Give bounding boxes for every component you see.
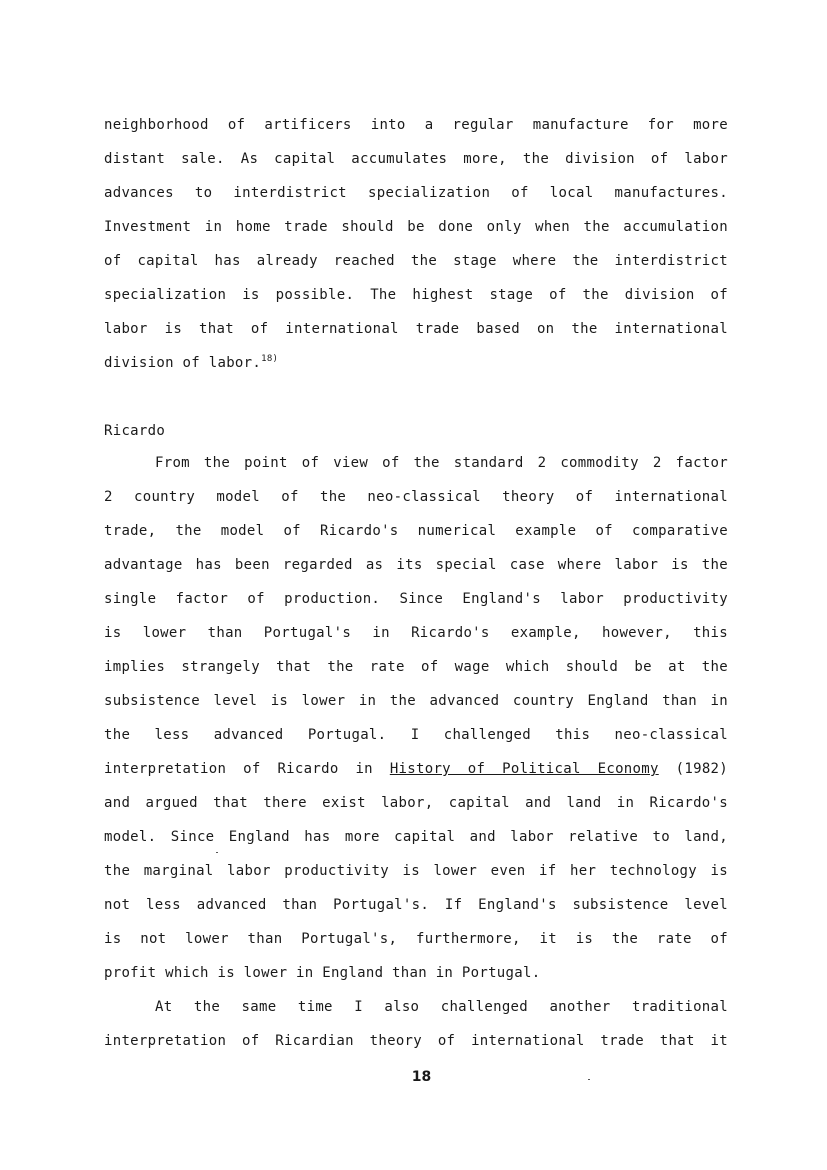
text-span: division of labor. — [104, 355, 262, 371]
page-number: 18 — [411, 1069, 432, 1085]
text-line: trade, the model of Ricardo's numerical example of comparative — [104, 523, 728, 539]
text-line: specialization is possible. The highest stage of the division of — [104, 287, 728, 303]
text-line: not less advanced than Portugal's. If England's subsistence level — [104, 897, 728, 913]
text-line: profit which is lower in England than in Portugal. — [104, 965, 541, 981]
text-line — [104, 354, 728, 372]
text-line: model. Since England has more capital and labor relative to land, — [104, 829, 728, 845]
text-line: From the point of view of the standard 2 commodity 2 factor — [155, 455, 728, 471]
text-line: 2 country model of the neo-classical theory of international — [104, 489, 728, 505]
text-line: is lower than Portugal's in Ricardo's example, however, this — [104, 625, 728, 641]
text-line: implies strangely that the rate of wage which should be at the — [104, 659, 728, 675]
text-line: single factor of production. Since England's labor productivity — [104, 591, 728, 607]
citation-line — [104, 760, 728, 778]
text-line: Investment in home trade should be done only when the accumulation — [104, 219, 728, 235]
text-line: distant sale. As capital accumulates more, the division of labor — [104, 151, 728, 167]
text-span: interpretation of Ricardo in — [104, 761, 390, 777]
journal-title: History of Political Economy — [389, 761, 659, 777]
text-line: advantage has been regarded as its special case where labor is the — [104, 557, 728, 573]
section-heading: Ricardo — [104, 423, 166, 439]
text-line: of capital has already reached the stage where the interdistrict — [104, 253, 728, 269]
text-span: (1982) — [658, 761, 729, 777]
text-line: advances to interdistrict specialization of local manufactures. — [104, 185, 728, 201]
text-line: At the same time I also challenged another traditional — [155, 999, 728, 1015]
scan-speck — [216, 852, 218, 853]
text-line: neighborhood of artificers into a regular manufacture for more — [104, 117, 728, 133]
text-line: and argued that there exist labor, capital and land in Ricardo's — [104, 795, 728, 811]
text-line: the marginal labor productivity is lower even if her technology is — [104, 863, 728, 879]
text-line: subsistence level is lower in the advanced country England than in — [104, 693, 728, 709]
text-line: labor is that of international trade based on the international — [104, 321, 728, 337]
text-line: interpretation of Ricardian theory of international trade that it — [104, 1033, 728, 1049]
text-line: is not lower than Portugal's, furthermore, it is the rate of — [104, 931, 728, 947]
text-line: the less advanced Portugal. I challenged this neo-classical — [104, 727, 728, 743]
footnote-marker: 18) — [261, 354, 279, 364]
